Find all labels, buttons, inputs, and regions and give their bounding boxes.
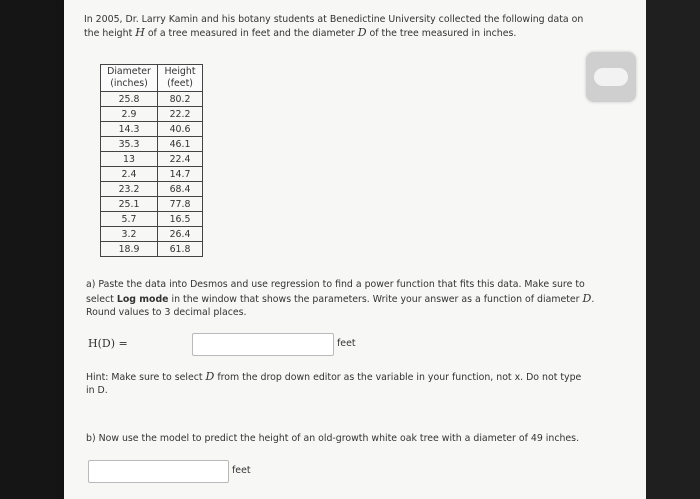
diameter-cell: 35.3 (101, 137, 158, 152)
height-cell: 22.4 (158, 152, 203, 167)
height-cell: 77.8 (158, 197, 203, 212)
hint-text2: from the drop down editor as the variable in your function, not x. Do not type in D. (86, 372, 582, 396)
part-a-text2: in the window that shows the parameters. Write your answer as a function of diameter (171, 293, 580, 305)
height-cell: 61.8 (158, 242, 203, 257)
var-d: D (205, 370, 215, 383)
diameter-cell: 2.4 (101, 167, 158, 182)
intro-text (84, 13, 589, 40)
diameter-cell: 25.1 (101, 197, 158, 212)
part-a-text (86, 278, 596, 320)
hint-text (86, 370, 591, 397)
intro-part1: In 2005, Dr. Larry Kamin and his botany students at Benedictine University collected the following data on the height (84, 14, 584, 39)
display-toggle-button[interactable] (586, 52, 636, 102)
table-row (101, 167, 203, 182)
table-row (101, 242, 203, 257)
unit-feet-b: feet (232, 465, 251, 476)
table-header-row (101, 65, 203, 92)
diameter-cell: 13 (101, 152, 158, 167)
part-a-text3: . Round values to 3 decimal places. (86, 293, 595, 318)
height-cell: 46.1 (158, 137, 203, 152)
height-cell: 22.2 (158, 107, 203, 122)
table-row (101, 122, 203, 137)
toggle-knob (594, 68, 628, 86)
unit-feet-a: feet (337, 338, 356, 349)
table-row (101, 137, 203, 152)
height-cell: 14.7 (158, 167, 203, 182)
height-cell: 26.4 (158, 227, 203, 242)
diameter-cell: 2.9 (101, 107, 158, 122)
var-d: D (357, 26, 367, 39)
data-table (100, 64, 203, 257)
question-page (64, 0, 646, 499)
diameter-cell: 18.9 (101, 242, 158, 257)
intro-part3: of the tree measured in inches. (369, 28, 517, 39)
background-edge (646, 0, 700, 499)
intro-part2: of a tree measured in feet and the diameter (147, 28, 355, 39)
table-row (101, 92, 203, 107)
table-row (101, 197, 203, 212)
part-a-text1: a) Paste the data into Desmos and use regression to find a power function that fits this data. Make sure to select (86, 279, 585, 305)
diameter-cell: 14.3 (101, 122, 158, 137)
function-label: H(D) = (88, 337, 128, 350)
log-mode-bold: Log mode (116, 293, 169, 305)
var-d: D (582, 291, 592, 305)
diameter-cell: 5.7 (101, 212, 158, 227)
height-answer-input[interactable] (88, 460, 229, 483)
header-height: Height (feet) (158, 65, 203, 92)
height-cell: 16.5 (158, 212, 203, 227)
function-answer-input[interactable] (192, 333, 334, 356)
height-cell: 68.4 (158, 182, 203, 197)
height-cell: 80.2 (158, 92, 203, 107)
hint-text1: Hint: Make sure to select (86, 372, 203, 383)
table-row (101, 227, 203, 242)
var-h: H (135, 26, 145, 39)
table-row (101, 182, 203, 197)
diameter-cell: 23.2 (101, 182, 158, 197)
diameter-cell: 25.8 (101, 92, 158, 107)
height-cell: 40.6 (158, 122, 203, 137)
table-row (101, 152, 203, 167)
table-row (101, 212, 203, 227)
table-row (101, 107, 203, 122)
header-diameter: Diameter (inches) (101, 65, 158, 92)
part-b-text: b) Now use the model to predict the height of an old-growth white oak tree with a diameter of 49 inches. (86, 433, 580, 444)
diameter-cell: 3.2 (101, 227, 158, 242)
